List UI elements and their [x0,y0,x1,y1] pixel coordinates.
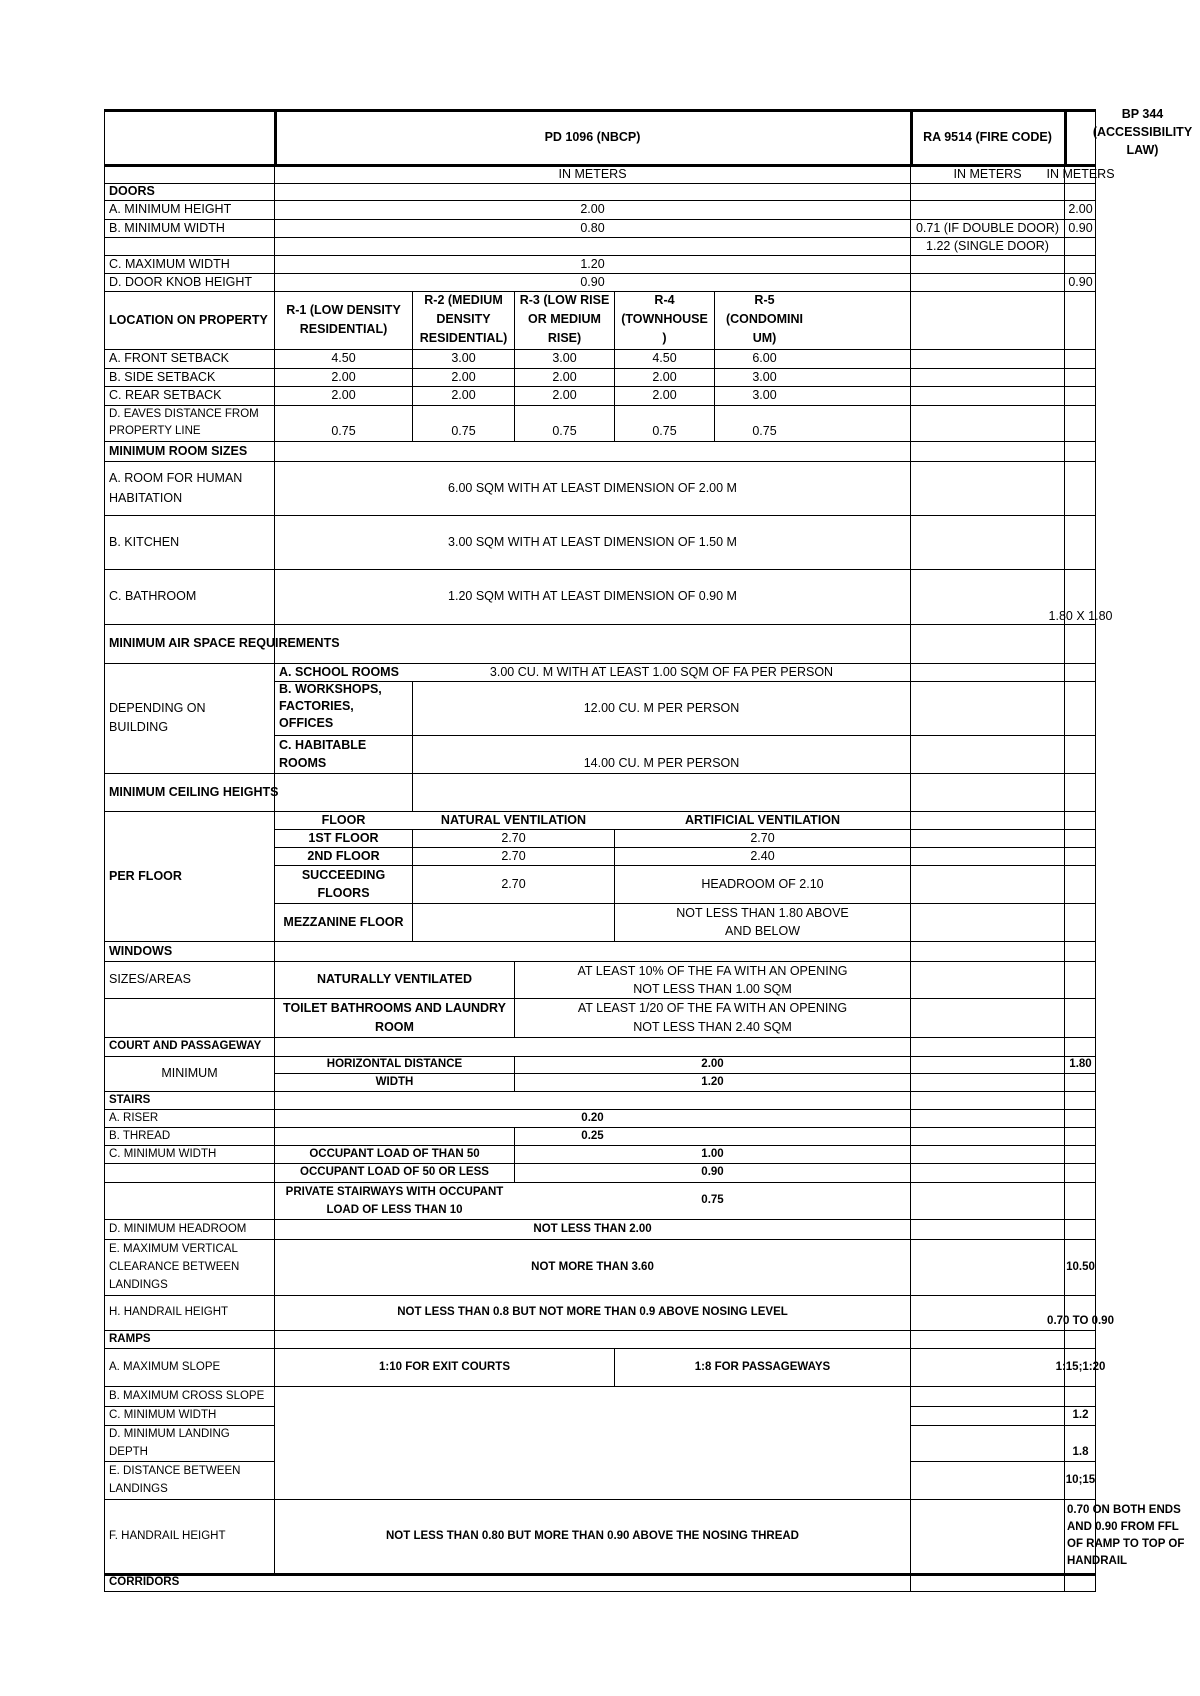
setback-value: 3.00 [752,369,777,384]
human-habitation-value: 6.00 SQM WITH AT LEAST DIMENSION OF 2.00 M [448,480,737,495]
units-bp: IN METERS [1046,166,1115,181]
location-on-property-title: LOCATION ON PROPERTY [109,312,268,327]
door-min-height-label: A. MINIMUM HEIGHT [109,202,232,216]
ramp-distance-bp: 10;15 [1065,1473,1096,1486]
kitchen-label: B. KITCHEN [109,534,180,549]
setback-value: 2.00 [652,388,677,402]
ceiling-title: MINIMUM CEILING HEIGHTS [109,784,279,799]
school-rooms-label: A. SCHOOL ROOMS [279,664,399,679]
pd1096-header: PD 1096 (NBCP) [544,130,641,144]
setback-value: 3.00 [552,351,577,365]
setback-value: 3.00 [752,388,777,402]
succeeding-floors-natural: 2.70 [501,876,526,891]
eaves-value: 0.75 [331,424,356,438]
naturally-ventilated-value: AT LEAST 10% OF THE FA WITH AN OPENING NOT LESS THAN 1.00 SQM [577,963,848,996]
windows-title: WINDOWS [109,943,173,958]
stair-handrail-label: H. HANDRAIL HEIGHT [109,1306,229,1318]
human-habitation-label: A. ROOM FOR HUMAN HABITATION [109,471,243,505]
door-knob-pd: 0.90 [580,274,605,289]
eaves-label: D. EAVES DISTANCE FROM PROPERTY LINE [109,408,259,437]
setback-value: 2.00 [451,388,476,402]
setback-value: 2.00 [652,369,677,384]
ramp-slope-label: A. MAXIMUM SLOPE [109,1360,221,1373]
zone-header-r1: R-1 (LOW DENSITY RESIDENTIAL) [286,303,401,336]
toilet-bathrooms-label: TOILET BATHROOMS AND LAUNDRY ROOM [283,1000,506,1034]
setback-value: 2.00 [331,369,356,384]
private-stairways-value: 0.75 [701,1194,724,1206]
eaves-value: 0.75 [552,424,577,438]
occupant-less-value: 0.90 [701,1166,724,1178]
thread-value: 0.25 [581,1129,604,1142]
ramp-landing-label: D. MINIMUM LANDING DEPTH [109,1428,230,1458]
sizes-areas-label: SIZES/AREAS [109,972,191,986]
stair-handrail-bp: 0.70 TO 0.90 [1047,1315,1114,1327]
door-min-width-label: B. MINIMUM WIDTH [109,220,225,235]
vertical-clearance-bp: 10.50 [1066,1260,1095,1273]
horizontal-distance-value: 2.00 [701,1058,724,1070]
court-title: COURT AND PASSAGEWAY [109,1040,262,1052]
ramp-cross-slope-label: B. MAXIMUM CROSS SLOPE [109,1389,265,1402]
occupant-50-label: OCCUPANT LOAD OF THAN 50 [309,1147,480,1160]
zone-header-r3: R-3 (LOW RISE OR MEDIUM RISE) [519,293,610,345]
stair-handrail-value: NOT LESS THAN 0.8 BUT NOT MORE THAN 0.9 ABOVE NOSING LEVEL [397,1306,788,1318]
habitable-rooms-value: 14.00 CU. M PER PERSON [583,756,740,770]
court-width-value: 1.20 [701,1075,724,1088]
stairs-title: STAIRS [109,1093,151,1106]
eaves-value: 0.75 [752,424,777,438]
first-floor-artificial: 2.70 [750,830,775,845]
building-code-table [104,107,1193,1591]
vertical-clearance-label: E. MAXIMUM VERTICAL CLEARANCE BETWEEN LANDINGS [109,1243,240,1291]
bathroom-value: 1.20 SQM WITH AT LEAST DIMENSION OF 0.90 M [448,589,737,603]
ramp-min-width-label: C. MINIMUM WIDTH [109,1409,217,1421]
toilet-bathrooms-value: AT LEAST 1/20 OF THE FA WITH AN OPENING NOT LESS THAN 2.40 SQM [577,1000,848,1034]
succeeding-floors-artificial: HEADROOM OF 2.10 [701,876,824,891]
school-rooms-value: 3.00 CU. M WITH AT LEAST 1.00 SQM OF FA PER PERSON [489,664,834,679]
setback-label: C. REAR SETBACK [109,388,222,402]
first-floor-label: 1ST FLOOR [308,830,379,845]
door-max-width-pd: 1.20 [580,256,605,271]
occupant-50-value: 1.00 [701,1147,724,1160]
door-knob-bp: 0.90 [1068,274,1093,289]
door-max-width-label: C. MAXIMUM WIDTH [109,256,230,271]
horizontal-distance-bp: 1.80 [1069,1058,1092,1070]
setback-label: B. SIDE SETBACK [109,369,216,384]
door-min-width-pd: 0.80 [580,220,605,235]
second-floor-label: 2ND FLOOR [307,848,380,863]
ramp-landing-bp: 1.8 [1072,1446,1089,1458]
workshops-label: B. WORKSHOPS, FACTORIES, OFFICES [279,682,382,730]
setback-value: 2.00 [552,388,577,402]
units-ra: IN METERS [953,166,1022,181]
zone-header-r4: R-4 (TOWNHOUSE ) [621,293,708,345]
per-floor-label: PER FLOOR [109,868,182,883]
kitchen-value: 3.00 SQM WITH AT LEAST DIMENSION OF 1.50 M [448,534,737,549]
mezzanine-floor-artificial: NOT LESS THAN 1.80 ABOVE AND BELOW [676,906,849,938]
workshops-value: 12.00 CU. M PER PERSON [583,700,740,715]
ramp-min-width-bp: 1.2 [1072,1409,1089,1421]
depending-on-building-label: DEPENDING ON BUILDING [109,701,206,734]
col-natural-ventilation: NATURAL VENTILATION [440,812,587,827]
riser-value: 0.20 [581,1111,604,1124]
units-pd: IN METERS [558,166,627,181]
riser-label: A. RISER [109,1111,159,1124]
ramp-distance-label: E. DISTANCE BETWEEN LANDINGS [109,1465,241,1495]
bathroom-bp: 1.80 X 1.80 [1048,609,1113,623]
door-min-width-bp: 0.90 [1068,220,1093,235]
door-min-height-pd: 2.00 [580,202,605,216]
second-floor-natural: 2.70 [501,848,526,863]
stair-min-width-label: C. MINIMUM WIDTH [109,1147,217,1160]
thread-label: B. THREAD [109,1129,171,1142]
zone-header-r5: R-5 (CONDOMINI UM) [725,293,804,345]
ramps-title: RAMPS [109,1332,151,1345]
private-stairways-label: PRIVATE STAIRWAYS WITH OCCUPANT LOAD OF LESS THAN 10 [285,1185,504,1216]
eaves-value: 0.75 [451,424,476,438]
ramp-handrail-label: F. HANDRAIL HEIGHT [109,1529,226,1542]
succeeding-floors-label: SUCCEEDING FLOORS [301,868,386,900]
stair-headroom-value: NOT LESS THAN 2.00 [533,1222,652,1235]
horizontal-distance-label: HORIZONTAL DISTANCE [326,1058,463,1070]
setback-label: A. FRONT SETBACK [109,351,229,365]
ramp-slope-passageway: 1:8 FOR PASSAGEWAYS [694,1360,831,1373]
ramp-slope-bp: 1:15;1:20 [1055,1360,1106,1373]
setback-value: 6.00 [752,351,777,365]
corridors-title: CORRIDORS [109,1575,180,1588]
col-artificial-ventilation: ARTIFICIAL VENTILATION [684,812,841,827]
setback-value: 2.00 [552,369,577,384]
ramp-handrail-value: NOT LESS THAN 0.80 BUT MORE THAN 0.90 ABOVE THE NOSING THREAD [386,1529,799,1542]
eaves-value: 0.75 [652,424,677,438]
door-knob-label: D. DOOR KNOB HEIGHT [109,274,253,289]
doors-title: DOORS [109,184,155,198]
zone-header-r2: R-2 (MEDIUM DENSITY RESIDENTIAL) [419,293,508,345]
court-minimum-label: MINIMUM [161,1066,218,1080]
setback-value: 2.00 [451,369,476,384]
room-sizes-title: MINIMUM ROOM SIZES [109,443,248,458]
setback-value: 2.00 [331,388,356,402]
ramp-handrail-bp: 0.70 ON BOTH ENDS AND 0.90 FROM FFL OF RAMP TO TOP OF HANDRAIL [1067,1504,1185,1567]
col-floor: FLOOR [321,812,366,827]
setback-value: 4.50 [331,351,356,365]
setback-value: 4.50 [652,351,677,365]
airspace-title: MINIMUM AIR SPACE REQUIREMENTS [109,636,340,650]
setback-value: 3.00 [451,351,476,365]
bp344-header: BP 344 (ACCESSIBILITY LAW) [1092,107,1193,157]
occupant-less-label: OCCUPANT LOAD OF 50 OR LESS [300,1166,489,1178]
door-min-width-ra-single: 1.22 (SINGLE DOOR) [926,238,1049,253]
ramp-slope-exit: 1:10 FOR EXIT COURTS [379,1360,510,1373]
door-min-width-ra-double: 0.71 (IF DOUBLE DOOR) [915,220,1060,235]
first-floor-natural: 2.70 [501,830,526,845]
court-width-label: WIDTH [375,1075,414,1088]
stair-headroom-label: D. MINIMUM HEADROOM [109,1222,247,1235]
mezzanine-floor-label: MEZZANINE FLOOR [283,914,404,929]
second-floor-artificial: 2.40 [750,848,775,863]
ra9514-header: RA 9514 (FIRE CODE) [923,130,1052,144]
habitable-rooms-label: C. HABITABLE ROOMS [279,738,367,770]
naturally-ventilated-label: NATURALLY VENTILATED [316,972,473,986]
bathroom-label: C. BATHROOM [109,589,197,603]
vertical-clearance-value: NOT MORE THAN 3.60 [531,1260,654,1273]
door-min-height-bp: 2.00 [1068,202,1093,216]
